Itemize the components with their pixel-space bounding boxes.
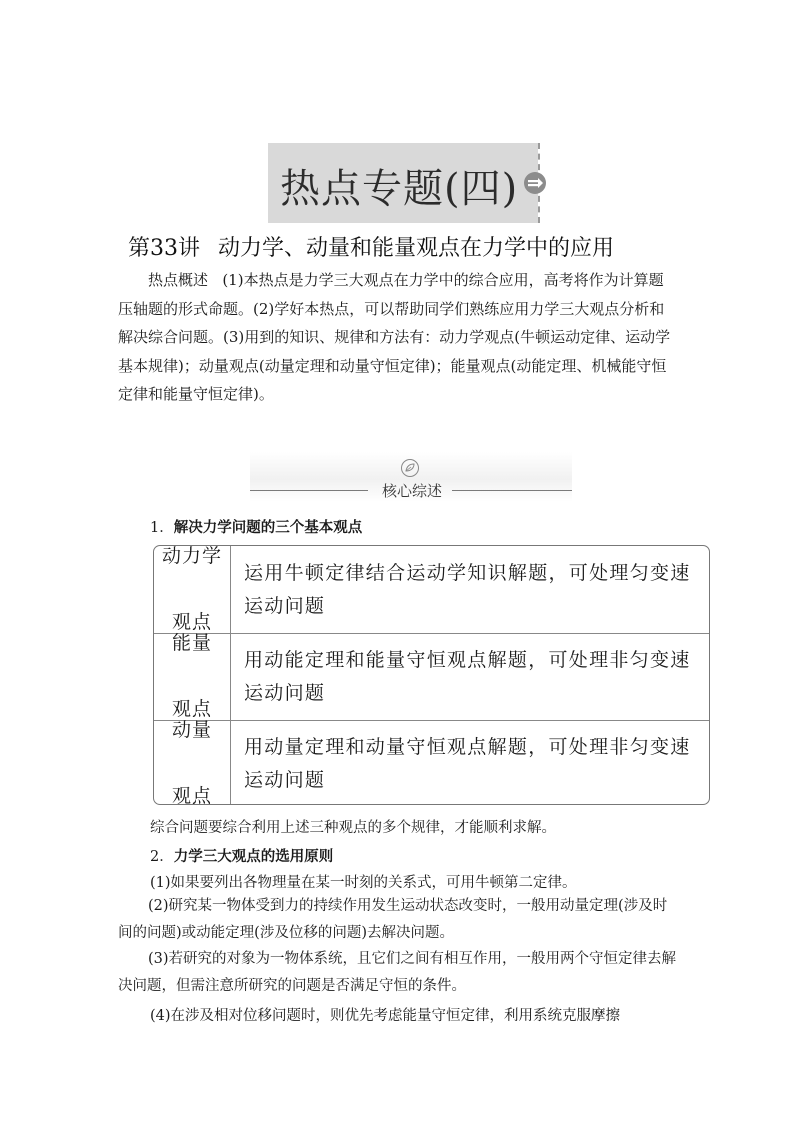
principle-2-text: (2)研究某一物体受到力的持续作用发生运动状态改变时，一般用动量定理(涉及时间的问题)或动能定理(涉及位移的问题)去解决问题。 — [118, 898, 668, 941]
principle-3 — [118, 946, 678, 1000]
table-row — [154, 546, 709, 634]
overview-text: (1)本热点是力学三大观点在力学中的综合应用，高考将作为计算题压轴题的形式命题。(2)学好本热点，可以帮助同学们熟练应用力学三大观点分析和解决综合问题。(3)用到的知识、规律和方法有：动力学观点(牛顿运动定律、运动学基本规律)；动量观点(动量定理和动量守恒定律)；能量观点(动能定理、机械能守恒定律和能量守恒定律)。 — [118, 271, 671, 403]
section-1-title: 解决力学问题的三个基本观点 — [173, 519, 363, 536]
principle-2 — [118, 893, 678, 947]
overview-paragraph — [118, 266, 678, 409]
row-description: 用动能定理和能量守恒观点解题，可处理非匀变速运动问题 — [244, 649, 691, 704]
topic-banner — [268, 143, 553, 223]
divider-left — [250, 490, 368, 491]
overview-label: 热点概述 — [148, 271, 209, 289]
core-summary-label: 核心综述 — [381, 482, 442, 500]
row-header-line: 观点 — [171, 698, 212, 720]
row-header-line: 观点 — [171, 785, 212, 805]
section-2-heading — [150, 845, 333, 866]
core-summary-header — [250, 452, 572, 502]
table-row — [154, 720, 709, 805]
lecture-title: 动力学、动量和能量观点在力学中的应用 — [218, 236, 615, 261]
arrow-circle-icon — [523, 171, 547, 195]
row-header-line: 观点 — [171, 611, 212, 633]
divider-right — [452, 490, 572, 491]
summary-text: 综合问题要综合利用上述三种观点的多个规律，才能顺利求解。 — [150, 820, 556, 836]
lecture-heading — [128, 231, 614, 262]
row-header — [154, 546, 231, 633]
section-2-title: 力学三大观点的选用原则 — [173, 848, 334, 865]
section-1-number: 1． — [150, 520, 174, 536]
row-description: 运用牛顿定律结合运动学知识解题，可处理匀变速运动问题 — [244, 562, 691, 617]
section-2-number: 2． — [150, 849, 174, 865]
lecture-number: 第33讲 — [128, 236, 200, 261]
leaf-badge-icon — [400, 458, 420, 478]
principle-4: (4)在涉及相对位移问题时，则优先考虑能量守恒定律，利用系统克服摩擦 — [150, 1008, 621, 1024]
row-header-line: 能量 — [171, 632, 212, 654]
principle-3-text: (3)若研究的对象为一物体系统，且它们之间有相互作用，一般用两个守恒定律去解决问题，但需注意所研究的问题是否满足守恒的条件。 — [118, 951, 677, 994]
viewpoints-table — [153, 545, 710, 805]
banner-title: 热点专题(四) — [280, 166, 519, 212]
row-header-line: 动量 — [171, 719, 212, 741]
row-description: 用动量定理和动量守恒观点解题，可处理非匀变速运动问题 — [244, 736, 691, 791]
table-row — [154, 633, 709, 721]
principle-1: (1)如果要列出各物理量在某一时刻的关系式，可用牛顿第二定律。 — [150, 875, 577, 891]
row-header-line: 动力学 — [161, 545, 222, 567]
section-1-heading — [150, 516, 362, 537]
row-header — [154, 633, 231, 720]
row-header — [154, 720, 231, 805]
